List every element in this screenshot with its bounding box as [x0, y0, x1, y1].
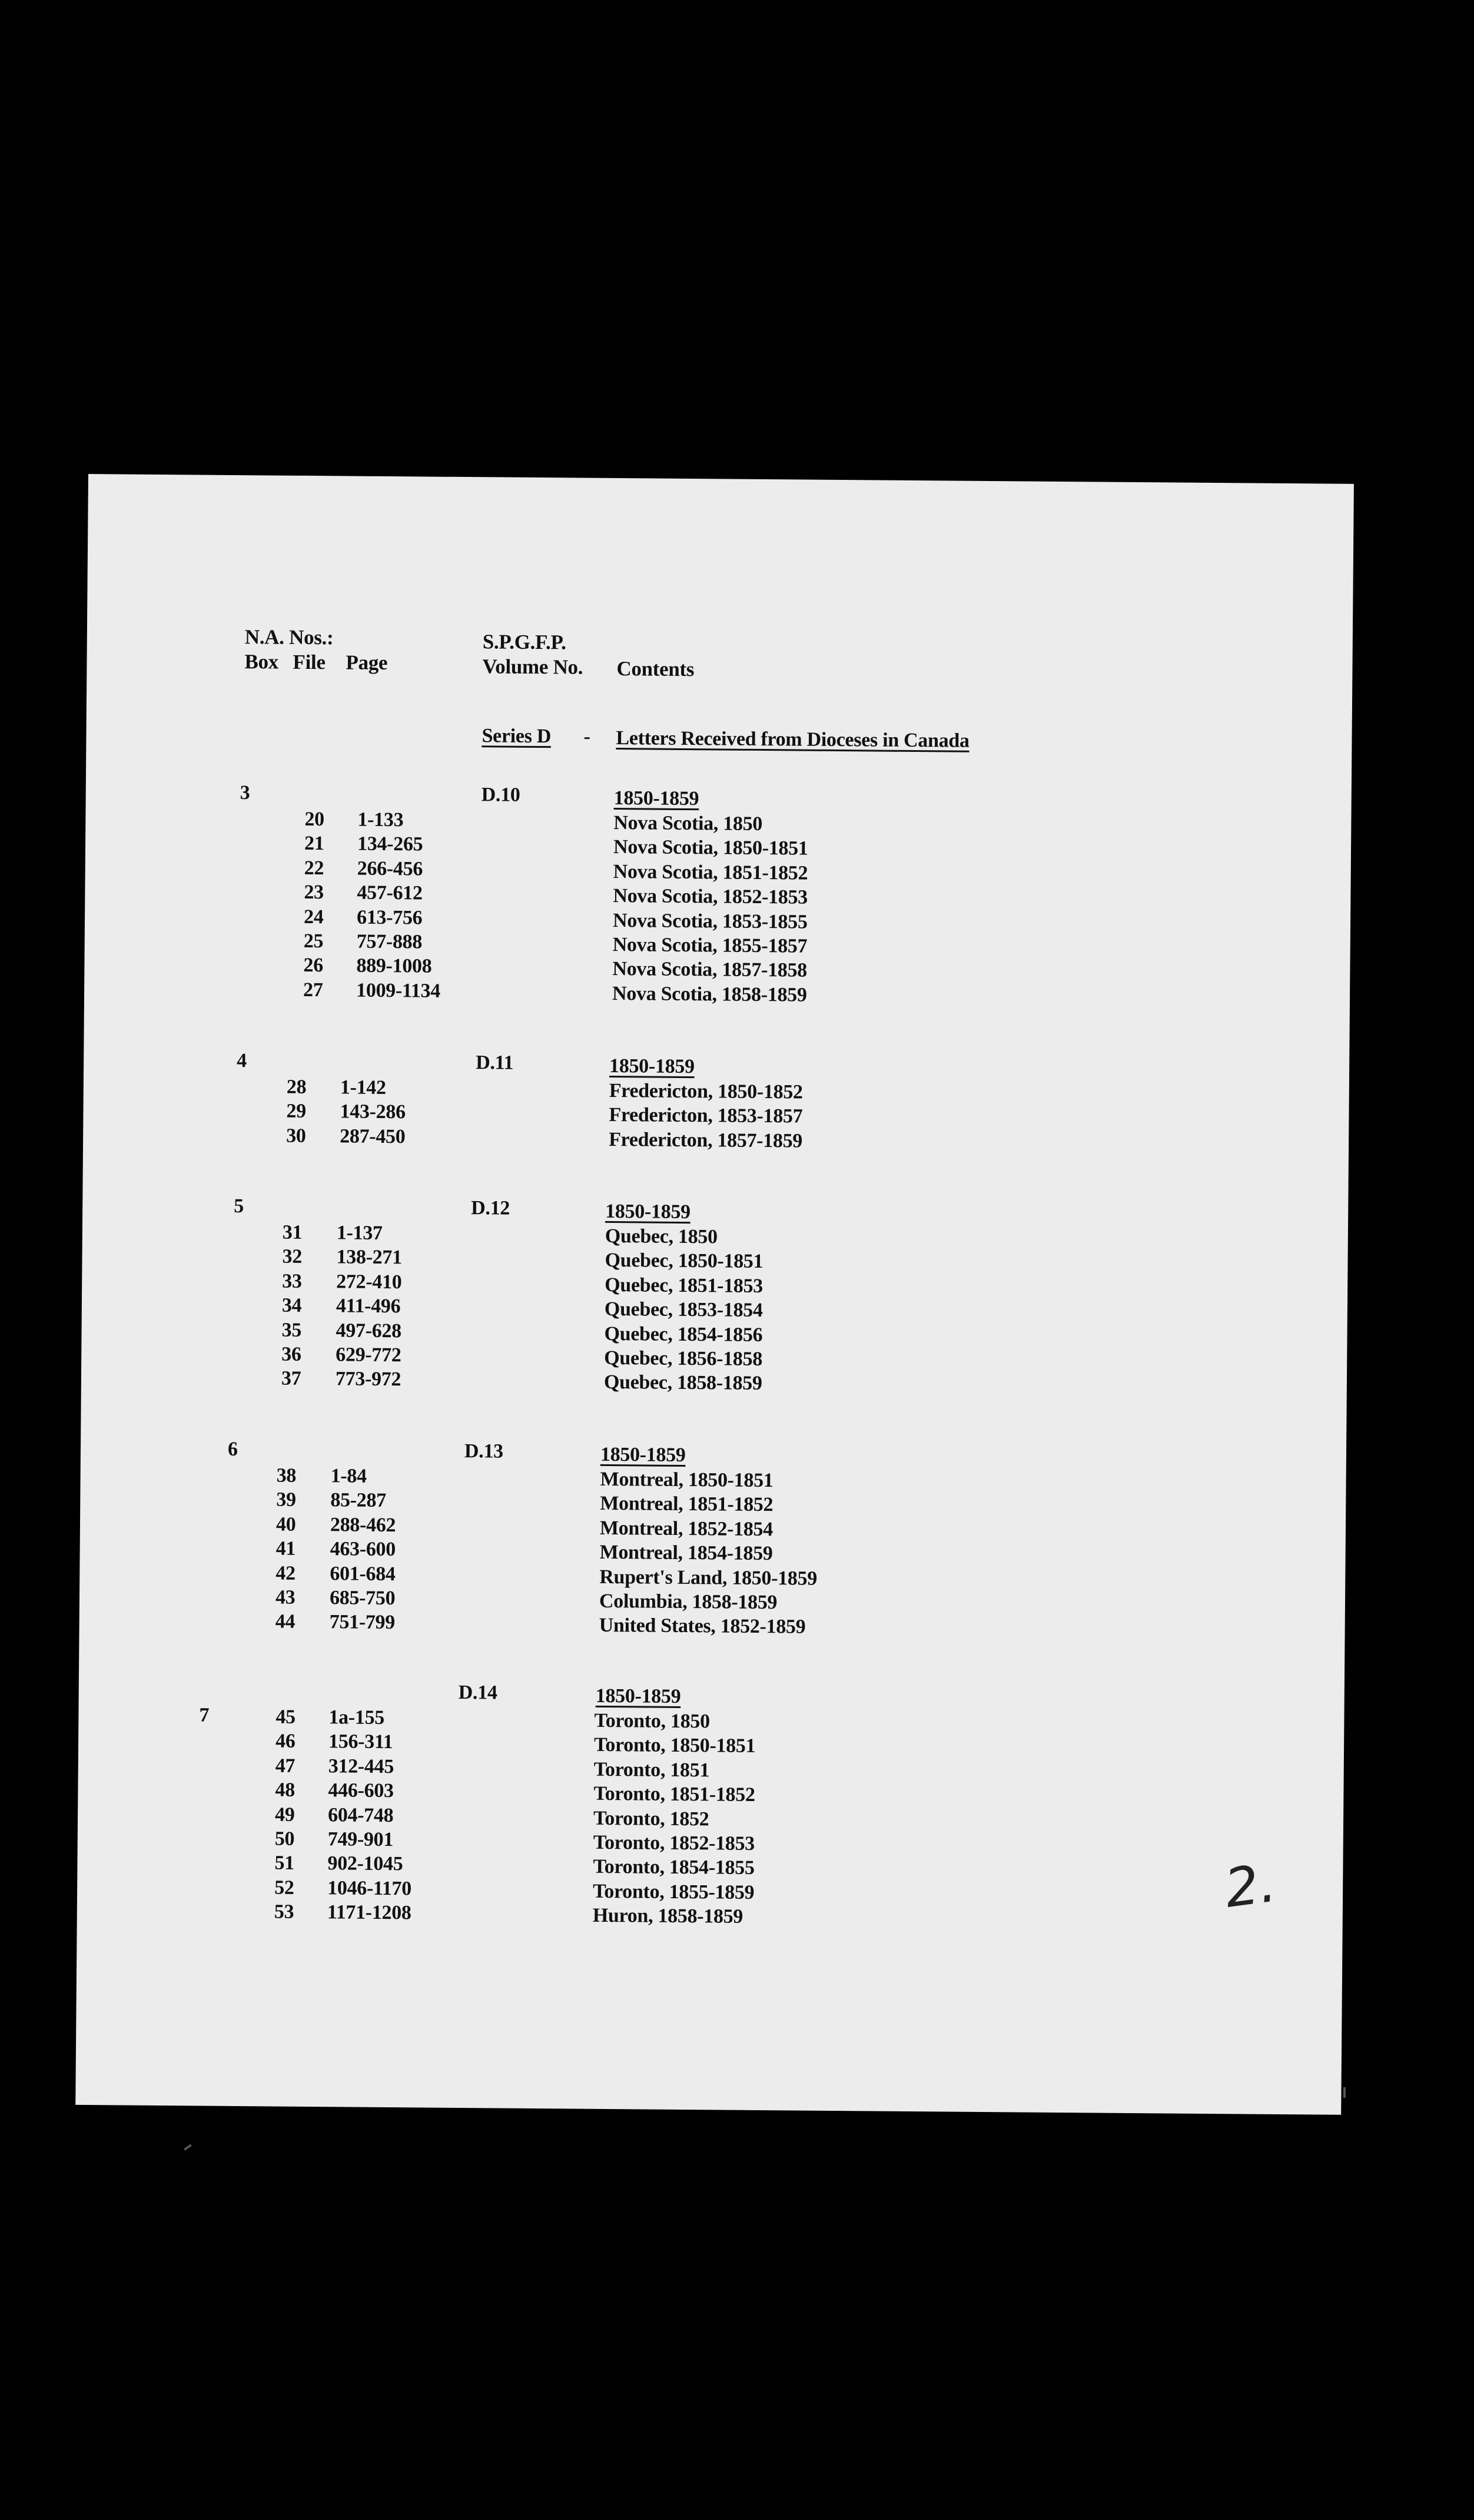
file-number: 45 — [275, 1706, 296, 1728]
file-number: 28 — [286, 1076, 307, 1098]
contents-entry: Quebec, 1850 — [605, 1225, 718, 1248]
page-range: 902-1045 — [327, 1852, 403, 1875]
box-header: Box — [244, 650, 279, 674]
file-header: File — [293, 650, 326, 674]
page-range: 156-311 — [328, 1730, 393, 1753]
file-number: 34 — [281, 1294, 302, 1317]
contents-entry: Quebec, 1853-1854 — [604, 1298, 763, 1322]
file-number: 20 — [304, 808, 324, 831]
file-number: 41 — [275, 1537, 296, 1560]
contents-header: Contents — [616, 657, 695, 681]
contents-entry: Nova Scotia, 1857-1858 — [612, 958, 808, 982]
period-heading: 1850-1859 — [600, 1443, 686, 1467]
contents-entry: Toronto, 1851 — [593, 1758, 710, 1782]
file-number: 36 — [281, 1343, 301, 1365]
page-range: 749-901 — [327, 1828, 394, 1851]
page-range: 288-462 — [330, 1514, 396, 1536]
file-number: 48 — [275, 1779, 296, 1802]
page-range: 138-271 — [336, 1246, 402, 1269]
page-range: 457-612 — [357, 881, 423, 904]
contents-entry: Toronto, 1851-1852 — [593, 1782, 755, 1806]
file-number: 49 — [274, 1803, 295, 1826]
page-range: 272-410 — [336, 1271, 402, 1294]
page-range: 1-133 — [357, 808, 404, 831]
contents-entry: Montreal, 1854-1859 — [599, 1541, 773, 1565]
file-number: 21 — [304, 833, 324, 855]
contents-entry: Nova Scotia, 1855-1857 — [612, 934, 808, 957]
page-range: 1171-1208 — [327, 1901, 411, 1924]
page-range: 497-628 — [336, 1319, 401, 1342]
page-range: 1009-1134 — [356, 979, 441, 1002]
volume-number: D.14 — [458, 1682, 497, 1704]
series-title: Letters Received from Dioceses in Canada — [616, 727, 970, 752]
file-number: 30 — [286, 1125, 306, 1147]
contents-entry: Quebec, 1856-1858 — [604, 1347, 763, 1371]
contents-entry: Toronto, 1850-1851 — [593, 1734, 756, 1758]
contents-entry: Toronto, 1850 — [594, 1709, 710, 1733]
page-range: 463-600 — [330, 1538, 396, 1561]
contents-entry: Nova Scotia, 1851-1852 — [613, 860, 808, 884]
file-number: 26 — [303, 954, 324, 977]
file-number: 46 — [275, 1730, 296, 1753]
scan-speck — [184, 2144, 192, 2150]
page-range: 889-1008 — [356, 954, 432, 977]
spgfp-label: S.P.G.F.P. — [482, 630, 566, 654]
contents-entry: Quebec, 1851-1853 — [605, 1274, 763, 1297]
page-range: 604-748 — [327, 1803, 394, 1826]
page-range: 411-496 — [336, 1295, 401, 1318]
contents-entry: United States, 1852-1859 — [599, 1614, 806, 1639]
contents-entry: Fredericton, 1850-1852 — [609, 1079, 803, 1103]
file-number: 32 — [282, 1246, 303, 1268]
contents-entry: Nova Scotia, 1853-1855 — [612, 909, 808, 933]
contents-entry: Quebec, 1854-1856 — [604, 1322, 763, 1346]
contents-entry: Nova Scotia, 1852-1853 — [613, 885, 808, 908]
file-number: 39 — [276, 1488, 296, 1511]
page-range: 773-972 — [335, 1368, 401, 1391]
page-range: 1046-1170 — [327, 1877, 412, 1900]
file-number: 43 — [275, 1586, 296, 1609]
contents-entry: Quebec, 1850-1851 — [605, 1249, 763, 1273]
contents-entry: Montreal, 1850-1851 — [600, 1468, 773, 1492]
page-range: 757-888 — [356, 930, 423, 953]
series-dash: - — [583, 725, 590, 748]
page-range: 1a-155 — [328, 1706, 385, 1729]
page-range: 134-265 — [357, 833, 423, 856]
page-range: 629-772 — [336, 1344, 401, 1367]
file-number: 47 — [275, 1755, 296, 1777]
file-number: 53 — [274, 1901, 294, 1924]
file-number: 52 — [274, 1876, 294, 1899]
file-number: 23 — [304, 881, 324, 904]
box-number: 5 — [234, 1195, 244, 1218]
file-number: 44 — [275, 1610, 296, 1633]
file-number: 31 — [282, 1221, 303, 1244]
contents-entry: Toronto, 1852-1853 — [593, 1831, 755, 1855]
page-header: Page — [346, 651, 388, 675]
contents-entry: Huron, 1858-1859 — [592, 1904, 743, 1928]
volume-number: D.12 — [471, 1197, 510, 1219]
contents-entry: Nova Scotia, 1850-1851 — [613, 836, 808, 860]
contents-entry: Montreal, 1852-1854 — [599, 1517, 773, 1540]
document-page — [75, 474, 1354, 2115]
series-label: Series D — [482, 725, 552, 748]
page-range: 1-137 — [336, 1222, 383, 1244]
file-number: 29 — [286, 1100, 307, 1123]
page-range: 312-445 — [328, 1755, 394, 1778]
contents-entry: Montreal, 1851-1852 — [600, 1493, 773, 1516]
file-number: 27 — [303, 979, 323, 1001]
page-range: 685-750 — [329, 1587, 396, 1610]
contents-entry: Quebec, 1858-1859 — [603, 1371, 762, 1395]
file-number: 42 — [275, 1562, 296, 1584]
page-range: 751-799 — [329, 1611, 396, 1634]
contents-entry: Fredericton, 1857-1859 — [609, 1128, 803, 1152]
na-nos-label: N.A. Nos.: — [244, 625, 334, 649]
page-range: 85-287 — [330, 1489, 386, 1512]
period-heading: 1850-1859 — [609, 1055, 695, 1078]
box-number: 3 — [240, 782, 250, 804]
file-number: 51 — [274, 1852, 295, 1875]
contents-entry: Nova Scotia, 1858-1859 — [612, 982, 807, 1006]
file-number: 37 — [281, 1368, 301, 1390]
file-number: 22 — [304, 857, 324, 879]
contents-entry: Fredericton, 1853-1857 — [609, 1104, 803, 1128]
period-heading: 1850-1859 — [613, 787, 699, 810]
box-number: 7 — [199, 1704, 210, 1726]
volume-no-header: Volume No. — [482, 655, 583, 679]
volume-number: D.13 — [464, 1440, 503, 1463]
box-number: 6 — [227, 1438, 238, 1461]
page-range: 613-756 — [356, 906, 423, 929]
page-range: 1-142 — [340, 1076, 386, 1099]
file-number: 50 — [274, 1828, 295, 1850]
page-range: 287-450 — [340, 1125, 406, 1148]
contents-entry: Rupert's Land, 1850-1859 — [599, 1566, 818, 1590]
period-heading: 1850-1859 — [595, 1685, 681, 1707]
period-heading: 1850-1859 — [605, 1200, 690, 1223]
page-range: 1-84 — [330, 1465, 367, 1487]
file-number: 33 — [282, 1270, 302, 1292]
file-number: 40 — [275, 1513, 296, 1536]
file-number: 38 — [276, 1464, 297, 1487]
page-range: 143-286 — [340, 1100, 406, 1123]
page-range: 446-603 — [328, 1779, 394, 1802]
scan-speck — [1343, 2087, 1346, 2098]
file-number: 24 — [303, 906, 324, 928]
contents-entry: Toronto, 1855-1859 — [592, 1880, 755, 1904]
contents-entry: Toronto, 1852 — [593, 1807, 709, 1830]
volume-number: D.10 — [481, 784, 520, 806]
page-number: 2. — [1221, 1852, 1280, 1920]
volume-number: D.11 — [476, 1052, 514, 1074]
file-number: 35 — [281, 1319, 302, 1341]
box-number: 4 — [237, 1050, 247, 1072]
contents-entry: Nova Scotia, 1850 — [613, 812, 763, 835]
contents-entry: Columbia, 1858-1859 — [599, 1590, 778, 1614]
page-range: 601-684 — [330, 1562, 396, 1585]
contents-entry: Toronto, 1854-1855 — [593, 1856, 755, 1879]
page-range: 266-456 — [357, 857, 423, 880]
file-number: 25 — [303, 930, 324, 953]
